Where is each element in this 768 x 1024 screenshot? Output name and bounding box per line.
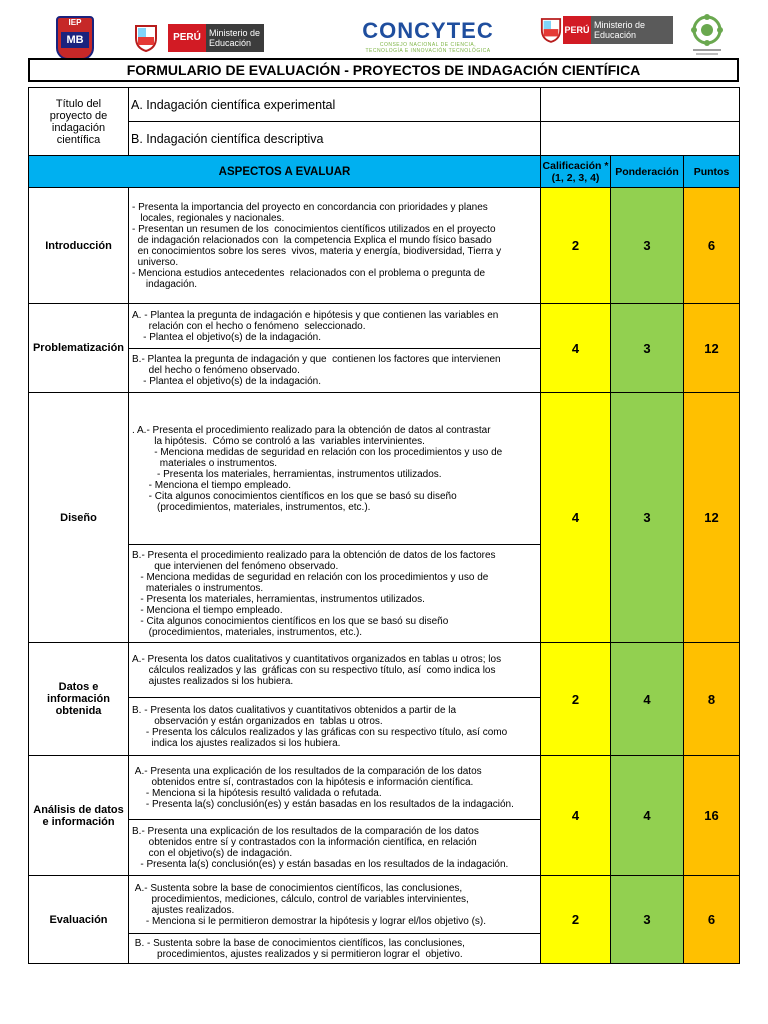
ministry-logo	[168, 24, 264, 52]
row-diseno-criteria-b: B.- Presenta el procedimiento realizado para la obtención de datos de los factores que intervienen del fenómeno observado. - Menciona medidas de seguridad en relación con los procedimientos y uso de materiales o instrumentos. - Presenta los materiales, herramientas, instrumentos utilizados. - Menciona el tiempo empleado. - Cita algunos conocimientos científicos en los que se basó su diseño (procedimientos, materiales, instrumentos, etc.).	[129, 545, 541, 643]
row-evaluacion-criteria-b: B. - Sustenta sobre la base de conocimientos científicos, las conclusiones, procedimientos, ajustes realizados y si permitieron lograr el objetivo.	[129, 934, 541, 964]
concytec-logo	[338, 20, 518, 54]
row-datos-criteria-b: B. - Presenta los datos cualitativos y cuantitativos obtenidos a partir de la observación y están organizados en tablas u otros. - Presenta los cálculos realizados y las gráficas con su respectivo título, así como indica los ajustes realizados si los hubiera.	[129, 698, 541, 756]
concytec-subtitle-1: CONSEJO NACIONAL DE CIENCIA,	[379, 42, 477, 48]
titulo-option-b-value[interactable]	[541, 122, 740, 156]
titulo-label: Título del proyecto de indagación científica	[29, 88, 129, 156]
row-diseno-puntos: 12	[684, 393, 740, 643]
ministry-logo-2	[563, 16, 673, 44]
school-logo	[56, 16, 94, 60]
titulo-option-a: A. Indagación científica experimental	[129, 88, 541, 122]
calificacion-header: Calificación *(1, 2, 3, 4)	[541, 156, 611, 188]
row-problematizacion-calificacion[interactable]: 4	[541, 304, 611, 393]
row-analisis-puntos: 16	[684, 756, 740, 876]
row-diseno-criteria-a: . A.- Presenta el procedimiento realizado para la obtención de datos al contrastar la hipótesis. Cómo se controló a las variables intervinientes. - Menciona medidas de seguridad en relación con los procedimientos y uso de materiales o instrumentos. - Presenta los materiales, herramientas, instrumentos utilizados. - Menciona el tiempo empleado. - Cita algunos conocimientos científicos en los que se basó su diseño (procedimientos, materiales, instrumentos, etc.).	[129, 393, 541, 545]
row-introduccion-label: Introducción	[29, 188, 129, 304]
ministry-label: Ministerio de Educación	[206, 24, 264, 52]
row-problematizacion-puntos: 12	[684, 304, 740, 393]
row-analisis-criteria-b: B.- Presenta una explicación de los resultados de la comparación de los datos obtenidos entre sí y contrastados con la información científica, en relación con el objetivo(s) de indagación. - Presenta la(s) conclusión(es) y están basadas en los resultados de la indagación.	[129, 820, 541, 876]
aspects-header: ASPECTOS A EVALUAR	[29, 156, 541, 188]
row-introduccion-puntos: 6	[684, 188, 740, 304]
evaluation-table	[28, 87, 740, 964]
form-title: FORMULARIO DE EVALUACIÓN - PROYECTOS DE INDAGACIÓN CIENTÍFICA	[28, 58, 739, 82]
row-evaluacion-puntos: 6	[684, 876, 740, 964]
row-evaluacion-calificacion[interactable]: 2	[541, 876, 611, 964]
row-analisis-label: Análisis de datos e información	[29, 756, 129, 876]
institution-seal-icon	[690, 14, 724, 56]
peru-shield-icon	[134, 24, 158, 52]
row-introduccion-ponderacion: 3	[611, 188, 684, 304]
puntos-header: Puntos	[684, 156, 740, 188]
row-evaluacion-criteria-a: A.- Sustenta sobre la base de conocimientos científicos, las conclusiones, procedimientos, mediciones, cálculo, control de variables intervinientes, ajustes realizados. - Menciona si le permitieron demostrar la hipótesis y lograr el/los objetivo (s).	[129, 876, 541, 934]
peru-shield-icon-2	[540, 16, 562, 44]
row-problematizacion-criteria-b: B.- Plantea la pregunta de indagación y que contienen los factores que intervienen del hecho o fenómeno observado. - Plantea el objetivo(s) de la indagación.	[129, 349, 541, 393]
row-analisis-ponderacion: 4	[611, 756, 684, 876]
concytec-subtitle-2: TECNOLOGÍA E INNOVACIÓN TECNOLÓGICA	[365, 48, 491, 54]
row-introduccion-criteria: - Presenta la importancia del proyecto en concordancia con prioridades y planes locales, regionales y nacionales. - Presentan un resumen de los conocimientos científicos utilizados en el proyecto de indagación relacionados con la competencia Explica el mundo físico basado en conocimientos sobre los seres vivos, materia y energía, biodiversidad, Tierra y universo. - Menciona estudios antecedentes relacionados con el problema o pregunta de indagación.	[129, 188, 541, 304]
row-diseno-ponderacion: 3	[611, 393, 684, 643]
row-datos-puntos: 8	[684, 643, 740, 756]
titulo-option-b: B. Indagación científica descriptiva	[129, 122, 541, 156]
titulo-option-a-value[interactable]	[541, 88, 740, 122]
row-problematizacion-ponderacion: 3	[611, 304, 684, 393]
peru-label-2: PERÚ	[563, 16, 591, 44]
row-introduccion-calificacion[interactable]: 2	[541, 188, 611, 304]
row-analisis-calificacion[interactable]: 4	[541, 756, 611, 876]
row-problematizacion-label: Problematización	[29, 304, 129, 393]
row-diseno-calificacion[interactable]: 4	[541, 393, 611, 643]
row-evaluacion-label: Evaluación	[29, 876, 129, 964]
row-datos-calificacion[interactable]: 2	[541, 643, 611, 756]
row-problematizacion-criteria-a: A. - Plantea la pregunta de indagación e hipótesis y que contienen las variables en relación con el hecho o fenómeno seleccionado. - Plantea el objetivo(s) de la indagación.	[129, 304, 541, 349]
row-evaluacion-ponderacion: 3	[611, 876, 684, 964]
ministry-label-2: Ministerio de Educación	[591, 16, 673, 44]
concytec-name: CONCYTEC	[362, 18, 494, 43]
school-logo-text: IEP	[68, 18, 82, 27]
row-analisis-criteria-a: A.- Presenta una explicación de los resultados de la comparación de los datos obtenidos entre sí, contrastados con la hipótesis e información científica. - Menciona si la hipótesis resultó validada o refutada. - Presenta la(s) conclusión(es) y están basadas en los resultados de la indagación.	[129, 756, 541, 820]
ponderacion-header: Ponderación	[611, 156, 684, 188]
row-datos-label: Datos e información obtenida	[29, 643, 129, 756]
row-diseno-label: Diseño	[29, 393, 129, 643]
school-logo-badge: MB	[61, 32, 89, 48]
peru-label: PERÚ	[168, 24, 206, 52]
row-datos-ponderacion: 4	[611, 643, 684, 756]
row-datos-criteria-a: A.- Presenta los datos cualitativos y cuantitativos organizados en tablas u otros; los cálculos realizados y las gráficas con su respectivo título, así como indica los ajustes realizados si los hubiera.	[129, 643, 541, 698]
